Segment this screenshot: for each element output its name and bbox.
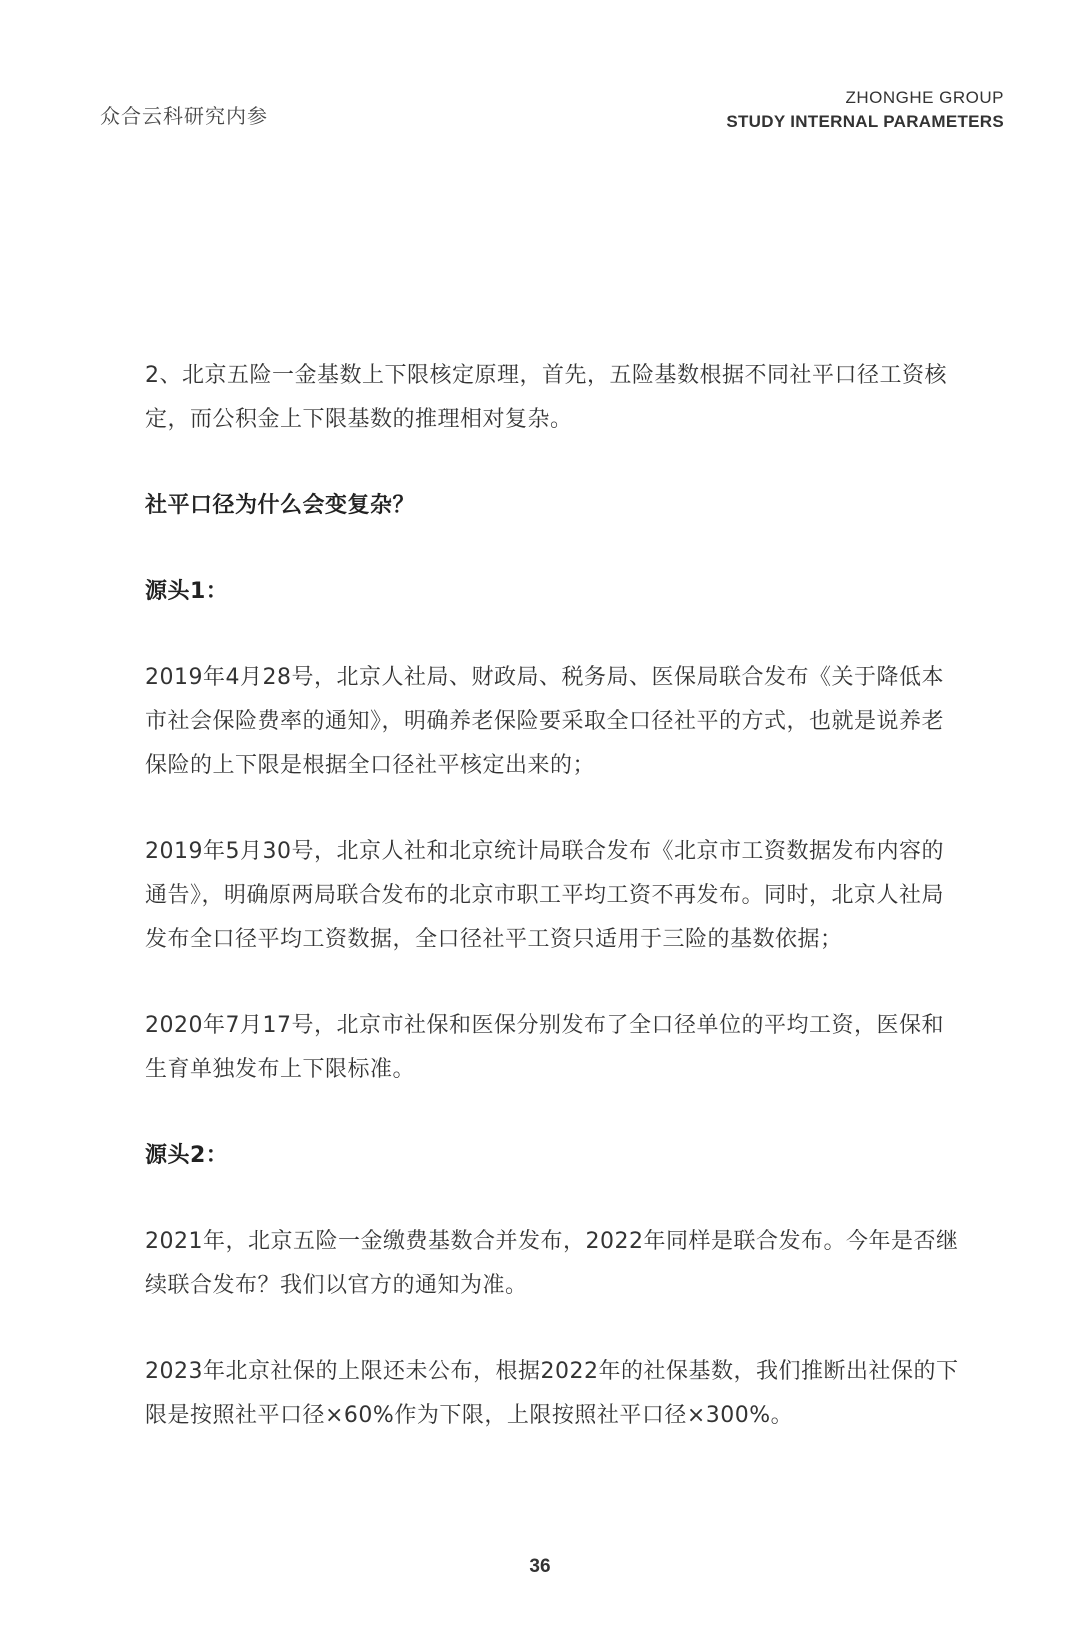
source1-heading: 源头1： [145,579,229,604]
header-publication-title: 众合云科研究内参 [100,104,268,128]
header-brand [726,86,1004,134]
source1-paragraph-2: 2019年5月30号，北京人社和北京统计局联合发布《北京市工资数据发布内容的通告》，明确原两局联合发布的北京市职工平均工资不再发布。同时，北京人社局发布全口径平均工资数据，全口径社平工资只适用于三险的基数依据； [145,839,945,952]
source2-paragraph-2: 2023年北京社保的上限还未公布，根据2022年的社保基数，我们推断出社保的下限是按照社平口径×60%作为下限，上限按照社平口径×300%。 [145,1359,959,1428]
source2-heading: 源头2： [145,1143,229,1168]
source1-paragraph-1: 2019年4月28号，北京人社局、财政局、税务局、医保局联合发布《关于降低本市社会保险费率的通知》，明确养老保险要采取全口径社平的方式，也就是说养老保险的上下限是根据全口径社平核定出来的； [145,665,945,778]
question-heading: 社平口径为什么会变复杂？ [145,493,416,518]
source2-paragraph-1: 2021年，北京五险一金缴费基数合并发布，2022年同样是联合发布。今年是否继续联合发布？我们以官方的通知为准。 [145,1229,959,1298]
page-number: 36 [529,1556,551,1577]
article-body [145,354,965,1480]
header-brand-line1: ZHONGHE GROUP [845,88,1004,107]
intro-paragraph: 2、北京五险一金基数上下限核定原理，首先，五险基数根据不同社平口径工资核定，而公积金上下限基数的推理相对复杂。 [145,363,947,432]
source1-paragraph-3: 2020年7月17号，北京市社保和医保分别发布了全口径单位的平均工资，医保和生育单独发布上下限标准。 [145,1013,944,1082]
header-brand-line2: STUDY INTERNAL PARAMETERS [726,112,1004,131]
